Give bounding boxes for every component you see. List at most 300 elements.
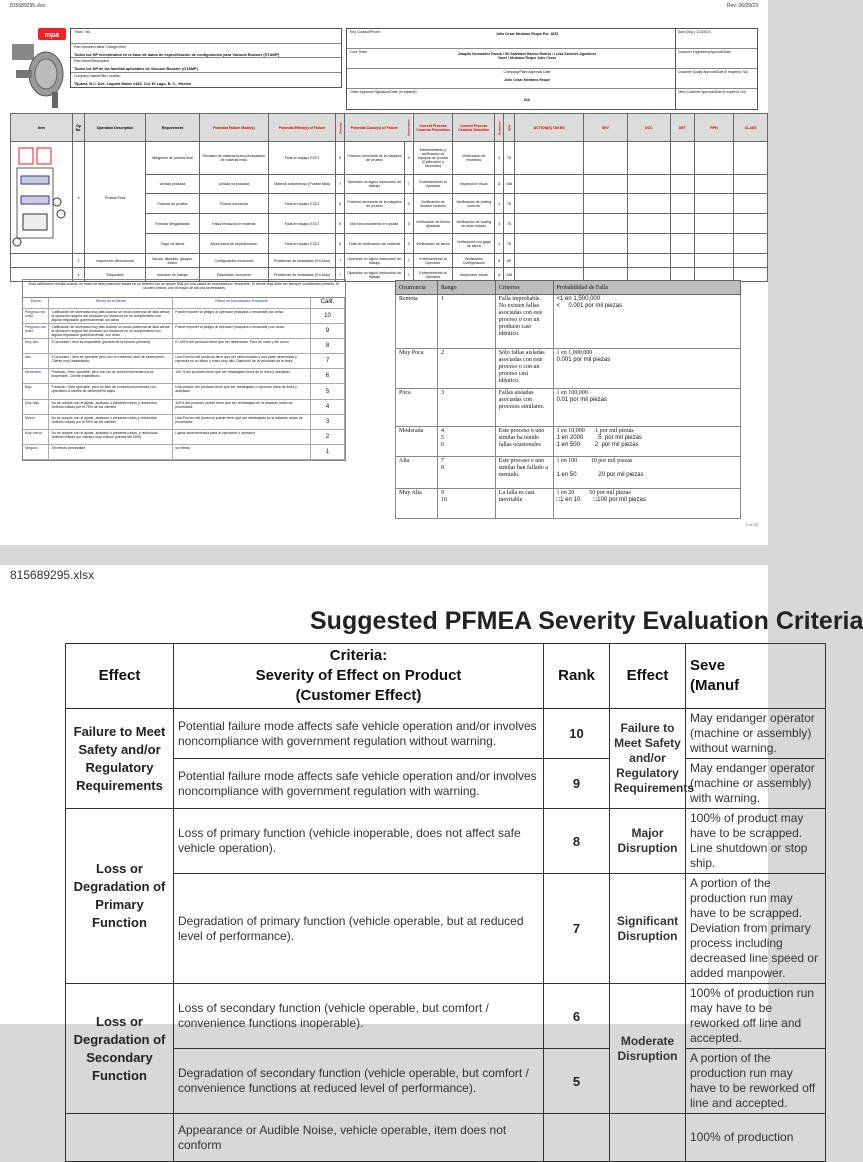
occ-probability-line: 0.001 por mil piezas	[556, 357, 611, 363]
team-label: Core Team	[350, 50, 368, 54]
fmea-row	[11, 142, 768, 175]
criteria-manufacturing: sin efecto	[173, 445, 311, 460]
sev-criteria: Appearance or Audible Noise, vehicle operable, item does not conform	[174, 1114, 544, 1162]
sev-effect: Loss or Degradation of Primary Function	[66, 809, 174, 984]
fmea-cell: Fixturas de prueba	[146, 194, 199, 214]
criteria-rank: 4	[311, 399, 345, 414]
fmea-row	[11, 254, 768, 268]
sev-rank: 5	[544, 1049, 610, 1114]
sev-rank: 8	[544, 809, 610, 874]
fmea-cell: Problemas de instalación (En Auto)	[269, 254, 336, 268]
criteria-effect: Muy bajo	[23, 399, 49, 414]
fmea-empty-cell	[671, 214, 695, 234]
criteria-row	[23, 414, 345, 429]
sev-rank: 10	[544, 709, 610, 759]
fmea-cell: 4	[72, 268, 84, 282]
fmea-cell: 5	[404, 214, 413, 234]
contact-value: Julio Cesar Medrano Reque Ext. 1825	[495, 32, 559, 36]
fmea-cell: Unidad no probada	[199, 174, 268, 194]
criteria-effect: Peligroso sin aviso	[23, 308, 49, 323]
criteria-manufacturing: Puede exponer al peligro al operador (máquina o ensamble) con aviso	[173, 323, 311, 338]
sev-criteria: Loss of primary function (vehicle inoperable, does not affect safe vehicle operation).	[174, 809, 544, 874]
criteria-customer: Calificación de severidad muy alta cuando un modo potencial de falla afecta la operación segura del producto y/o involucra un no cumplimiento con alguna regulación gubernamental, con aviso	[49, 323, 173, 338]
sev-effect-manuf: Major Disruption	[610, 809, 686, 874]
occ-rank: 7 8	[437, 457, 495, 489]
sev-manuf: 100% of production	[686, 1114, 826, 1162]
criteria-effect: Ninguno	[23, 445, 49, 460]
fmea-cell: Rechazo de material bueno/Aceptación de material malo	[199, 142, 268, 175]
criteria-customer: Sin efecto perceptible	[49, 445, 173, 460]
occ-probability-line: 1 en 100,000	[556, 390, 588, 396]
criteria-customer: El producto / item es operable pero con un reducido nivel de desempeño. Cliente muy insatisfecho	[49, 354, 173, 369]
sev-rank: 9	[544, 759, 610, 809]
criteria-row	[23, 430, 345, 445]
occ-rank: 3	[437, 389, 495, 427]
fmea-cell: Falsa rechazos en material	[199, 214, 268, 234]
occ-rank: 4 5 6	[437, 427, 495, 457]
criteria-manufacturing: Una Porción del producto tiene que ser seleccionado y una parte desechada y repuesta en un bistro y costo muy alto. Disminuir de la velocidad de la línea	[173, 354, 311, 369]
criteria-row	[23, 369, 345, 384]
customer-value: N/A	[523, 98, 531, 102]
fmea-cell: 3	[72, 142, 84, 254]
criteria-customer: Producto / Item operable, pero un item de confort/conveniencia con operables a niveles de desempeño bajos	[49, 384, 173, 399]
fmea-cell: Mantenimiento y verificación de equipos de prueba (Calibración y Muestras)	[413, 142, 453, 175]
sev-criteria: Degradation of secondary function (vehicle operable, but comfort / convenience functions at reduced level of performance).	[174, 1049, 544, 1114]
fmea-cell: 7	[404, 254, 413, 268]
criteria-customer: Producto / Item operable, pero con los de confort/conveniencia es inoperable. Cliente insatisfecho	[49, 369, 173, 384]
sev-rank: 7	[544, 874, 610, 984]
fmea-header-cell: RPN	[504, 114, 515, 142]
occ-probability-line: 0.01 por mil piezas	[556, 397, 607, 403]
fmea-cell: Prueba Final	[84, 142, 145, 254]
criteria-manufacturing: 100 % del producto tiene que ser retrabajado fuera de la línea y aceptado.	[173, 369, 311, 384]
fmea-empty-cell	[734, 214, 768, 234]
revision-label: Rev: 06/09/23	[726, 3, 758, 9]
fmea-empty-cell	[515, 214, 584, 234]
occ-level: Remota	[396, 295, 438, 349]
fmea-cell: 80	[504, 254, 515, 268]
occ-probability	[553, 427, 740, 457]
fmea-cell: Verificación de altura	[413, 234, 453, 254]
fmea-item-cell	[11, 254, 73, 268]
fmea-cell: Etiquetado incorrecto	[199, 268, 268, 282]
fmea-cell: Falla en equipo EOLT	[269, 194, 336, 214]
fmea-cell: Margenes de prueba final	[146, 142, 199, 175]
fmea-empty-cell	[694, 214, 733, 234]
severity-row	[66, 809, 826, 874]
sev-effect-manuf: Failure to Meet Safety and/or Regulatory Requirements	[610, 709, 686, 809]
occ-probability-line: 1 en 50 20 por mil piezas	[556, 472, 644, 478]
fmea-cell: 7	[336, 254, 345, 268]
criteria-rank: 7	[311, 354, 345, 369]
fmea-cell: Operador no siguió instrucción de trabajo	[345, 174, 404, 194]
occ-criteria: La falla es casi inevitable	[495, 489, 553, 519]
criteria-effect: Muy menor	[23, 430, 49, 445]
fmea-cell: 75	[504, 214, 515, 234]
occ-header-criteria: Criterios	[495, 281, 553, 295]
criteria-manufacturing: El 100% del producto tiene que ser desechado. Paro de línea y del envío.	[173, 338, 311, 353]
fmea-cell: 3	[495, 234, 504, 254]
criteria-effect: Muy alto	[23, 338, 49, 353]
fmea-header-cell: Occurrence	[404, 114, 413, 142]
fmea-empty-cell	[627, 254, 670, 268]
occurrence-row	[396, 295, 741, 349]
sev-manuf: A portion of the production run may have to be reworked off line and accepted.	[686, 1049, 826, 1114]
company-value: Tijuana, B.C. Ave. Laguna Maine #483, Col. El Lago, B. C., México	[74, 81, 192, 86]
occ-probability-line: 1 en 10,000 .1 por mil piezas	[556, 428, 634, 434]
severity-row	[66, 709, 826, 759]
occ-level: Poca	[396, 389, 438, 427]
sev-effect: Loss or Degradation of Secondary Function	[66, 984, 174, 1114]
fmea-cell: Altura fuera de especificación	[199, 234, 268, 254]
team-value: Joaquin Hernandez Garcia / Gil Salvatore Barron Robles / Luisa Sanchez Agustines Yanel / Medrano Reque Julio Cesar	[457, 52, 597, 60]
fmea-empty-cell	[584, 214, 627, 234]
fmea-cell: 8	[495, 174, 504, 194]
fmea-header-cell: Detection	[495, 114, 504, 142]
fmea-cell: Fixtura incorrecta	[199, 194, 268, 214]
sev-header-effect-manuf: Effect	[610, 644, 686, 709]
process-flow-diagram	[11, 142, 71, 252]
criteria-manufacturing: Una Porción del producto puede tener que ser retrabajado en la estación antes de procesarse	[173, 414, 311, 429]
sev-header-criteria: Criteria: Severity of Effect on Product (Customer Effect)	[174, 644, 544, 709]
sev-header-rank: Rank	[544, 644, 610, 709]
fmea-empty-cell	[584, 142, 627, 175]
criteria-rank: 10	[311, 308, 345, 323]
sev-effect: Failure to Meet Safety and/or Regulatory Requirements	[66, 709, 174, 809]
footer-page: 1 of 22	[745, 522, 758, 527]
sev-criteria: Potential failure mode affects safe vehicle operation and/or involves noncompliance with government regulation with warning.	[174, 759, 544, 809]
fmea-cell: 448	[504, 268, 515, 282]
page-header	[10, 3, 758, 9]
severity-row	[66, 1049, 826, 1114]
fmea-empty-cell	[627, 234, 670, 254]
name-value: Todos los NP de las familias aplicables de Vacuum Booster (GTAMP)	[74, 67, 198, 71]
occ-header-occurrence: Ocurrencia	[396, 281, 438, 295]
fmea-header-cell: Potential Failure Mode(s)	[199, 114, 268, 142]
criteria-effect: Menor	[23, 414, 49, 429]
fmea-cell: Verificación de fixturs ajustada	[413, 214, 453, 234]
criteria-customer: Calificación de severidad muy alta cuando un modo potencial de falla afecta la operación segura del producto y/o involucra un no cumplimiento con alguna regulación gubernamental, sin aviso	[49, 308, 173, 323]
occ-header-probability: Probabilidad de Falla	[553, 281, 740, 295]
sev-header-manuf: Seve (Manuf	[686, 644, 826, 709]
sev-manuf: A portion of the production run may have to be scrapped. Deviation from primary process including decreased line speed or added manpower.	[686, 874, 826, 984]
fmea-empty-cell	[627, 142, 670, 175]
svg-text:mpa: mpa	[44, 32, 60, 39]
side-other: Other Customer Approval/Date (if required): N/A	[678, 90, 746, 94]
criteria-note: Esta calificación resulta cuando un modo de falla potencial resulta en un defecto con un cliente final y/o una planta de manufactura / ensamble. El cliente final debe ser siempre considerado primero. Si ocurren ambos, use la mayor de las dos severidades	[23, 280, 345, 298]
criteria-rank: 3	[311, 414, 345, 429]
fmea-cell: 75	[504, 194, 515, 214]
occ-probability	[553, 457, 740, 489]
criteria-header-customer: Efecto en el cliente	[49, 298, 173, 308]
fmea-empty-cell	[515, 194, 584, 214]
criteria-header-manufacturing: Efecto en Manufactura /Ensamble	[173, 298, 311, 308]
sev-manuf: 100% of production run may have to be reworked off line and accepted.	[686, 984, 826, 1049]
customer-label: Other Approval Signature/Date (if required)	[350, 90, 417, 94]
fmea-cell: 7	[336, 174, 345, 194]
sev-manuf: 100% of product may have to be scrapped. Line shutdown or stop ship.	[686, 809, 826, 874]
side-eng: Customer Engineering Approval/Date	[676, 49, 757, 69]
occ-header-rank: Rango	[437, 281, 495, 295]
fmea-empty-cell	[671, 174, 695, 194]
severity-row	[66, 984, 826, 1049]
criteria-row	[23, 445, 345, 460]
fmea-empty-cell	[584, 234, 627, 254]
fmea-header-cell: Current Process Controls Detection	[453, 114, 495, 142]
occ-probability-line: □1 en 10 □100 por mil piezas	[556, 497, 646, 503]
fmea-cell: Entrenamiento al Operador	[413, 254, 453, 268]
fmea-header-cell: CLASS	[734, 114, 768, 142]
side-quality: Customer Quality Approval/Date (if required): N/A	[676, 69, 757, 89]
fmea-header-cell: Severity	[336, 114, 345, 142]
fmea-empty-cell	[515, 234, 584, 254]
sev-manuf: May endanger operator (machine or assembly) with warning.	[686, 759, 826, 809]
fmea-cell: 3	[495, 214, 504, 234]
fmea-cell: 5	[404, 142, 413, 175]
fmea-header-left	[70, 28, 342, 88]
criteria-rank: 1	[311, 445, 345, 460]
occ-rank: 1	[437, 295, 495, 349]
side-date: Date (Orig.): 1/23/2024	[676, 29, 757, 49]
criteria-customer: No se cumple con el ajuste, acabado o presenta ruidos y rechinidos. Defecto notado por el 75% de los clientes	[49, 399, 173, 414]
fmea-header-cell: Current Process Controls Prevention	[413, 114, 453, 142]
contact-label: Key Contact/Phone	[350, 30, 381, 34]
fmea-table	[10, 113, 768, 282]
fmea-cell: Mal funcionamiento en unidad	[345, 214, 404, 234]
pfmea-severity-table	[65, 643, 826, 1162]
fmea-empty-cell	[584, 194, 627, 214]
criteria-row	[23, 384, 345, 399]
occ-probability-line: 1 en 500 2 por mil piezas	[556, 442, 639, 448]
criteria-rank: 9	[311, 323, 345, 338]
fmea-empty-cell	[515, 174, 584, 194]
fmea-empty-cell	[671, 194, 695, 214]
fmea-cell: Inspección visual	[453, 268, 495, 282]
criteria-row	[23, 354, 345, 369]
criteria-row	[23, 323, 345, 338]
occ-rank: 2	[437, 349, 495, 389]
sev-header-effect: Effect	[66, 644, 174, 709]
occurrence-row	[396, 457, 741, 489]
fmea-empty-cell	[694, 194, 733, 214]
criteria-rank: 2	[311, 430, 345, 445]
fmea-empty-cell	[694, 254, 733, 268]
fmea-cell: Configuración incorrecta	[199, 254, 268, 268]
sev-effect-manuf: Significant Disruption	[610, 874, 686, 984]
criteria-row	[23, 399, 345, 414]
fmea-empty-cell	[734, 174, 768, 194]
occ-probability-line: 1 en 100 10 por mil piezas	[556, 458, 633, 464]
fmea-cell: 8	[495, 254, 504, 268]
fmea-empty-cell	[694, 174, 733, 194]
fmea-empty-cell	[734, 234, 768, 254]
document-page-1	[0, 0, 768, 545]
criteria-header-rank: Calif.	[311, 298, 345, 308]
criteria-rank: 5	[311, 384, 345, 399]
fmea-cell: Verificación con gage de altura	[453, 234, 495, 254]
fmea-header-cell: Item	[11, 114, 73, 142]
part-value: Todos los NP encontrados en la base de datos de especificación de configuración para Vacuum Booster (GTAMP)	[74, 52, 280, 57]
fmea-cell: Material sospechoso (Posible falla)	[269, 174, 336, 194]
criteria-manufacturing: Ligera inconveniencia para la operación u operador	[173, 430, 311, 445]
severity-row	[66, 874, 826, 984]
criteria-rank: 6	[311, 369, 345, 384]
fmea-cell: Falla en equipo EOLT	[269, 142, 336, 175]
fmea-header-right	[346, 28, 758, 110]
fmea-cell: 5	[336, 214, 345, 234]
fmea-empty-cell	[627, 194, 670, 214]
sev-criteria: Potential failure mode affects safe vehicle operation and/or involves noncompliance with government regulation without warning.	[174, 709, 544, 759]
fmea-cell: Operador no siguió instrucción de trabajo	[345, 268, 404, 282]
fmea-cell: Verificación de tooling en buen estado	[453, 214, 495, 234]
fmea-cell: Unidad probada	[146, 174, 199, 194]
fmea-cell: Verificación de tooling correcto	[453, 194, 495, 214]
fmea-empty-cell	[584, 254, 627, 268]
fmea-cell: 8	[495, 268, 504, 282]
occ-probability-line: <1 en 1,500,000	[556, 296, 601, 302]
fmea-cell: 5	[336, 234, 345, 254]
fmea-header-cell: Potential Effect(s) of Failure	[269, 114, 336, 142]
criteria-effect: Alto	[23, 354, 49, 369]
fmea-cell: Entrenamiento al Operador	[413, 268, 453, 282]
process-diagram	[11, 142, 73, 254]
criteria-customer: No se cumple con el ajuste, acabado o presenta ruidos, y rechinidos. Defecto notado por clientes muy críticos (menos del 25%)	[49, 430, 173, 445]
sev-effect-manuf: Moderate Disruption	[610, 984, 686, 1114]
fmea-empty-cell	[734, 142, 768, 175]
fmea-empty-cell	[627, 214, 670, 234]
occ-probability-line	[557, 465, 737, 472]
fmea-empty-cell	[734, 254, 768, 268]
occurrence-row	[396, 489, 741, 519]
document-page-2	[0, 565, 863, 1152]
fmea-cell: Operador no siguió instrucción de trabajo	[345, 254, 404, 268]
occ-probability-line: 1 en 1,000,000	[556, 350, 593, 356]
occ-probability-line: < 0.001 por mil piezas	[556, 303, 623, 309]
page2-title: Suggested PFMEA Severity Evaluation Criteria	[310, 607, 863, 635]
fmea-header-cell: ACTION(S) TAKEN	[515, 114, 584, 142]
fmea-cell: 3	[495, 142, 504, 175]
fmea-cell: Fixturas desgastadas	[146, 214, 199, 234]
fmea-header-cell: OCC	[627, 114, 670, 142]
occ-rank: 9 10	[437, 489, 495, 519]
fmea-cell: 75	[504, 142, 515, 175]
fmea-cell: 5	[404, 234, 413, 254]
fmea-cell: Inspección visual	[453, 174, 495, 194]
occ-probability-line: 1 en 2000 .5 por mil piezas	[556, 435, 642, 441]
criteria-row	[23, 338, 345, 353]
fmea-empty-cell	[627, 174, 670, 194]
fmea-cell: Falla de verificación del material	[345, 234, 404, 254]
fmea-header-cell: RPN	[694, 114, 733, 142]
fmea-header-cell: Potential Cause(s) of Failure	[345, 114, 404, 142]
criteria-customer: El producto / item es inoperable (pérdida de la función primaria)	[49, 338, 173, 353]
occurrence-row	[396, 427, 741, 457]
fmea-empty-cell	[694, 142, 733, 175]
filename-label: 815689295.xlsx	[10, 3, 46, 9]
fmea-empty-cell	[671, 234, 695, 254]
product-photo	[8, 26, 68, 112]
name-label: Part Name/Description	[74, 59, 110, 63]
sev-criteria: Degradation of primary function (vehicle operable, but at reduced level of performance).	[174, 874, 544, 984]
occ-probability	[553, 349, 740, 389]
occ-probability	[553, 489, 740, 519]
fmea-cell: 448	[504, 174, 515, 194]
occ-probability	[553, 295, 740, 349]
sev-rank	[544, 1114, 610, 1162]
fmea-cell: Falla en equipo EOLT	[269, 214, 336, 234]
fmea-cell: Entrenamiento al Operador	[413, 174, 453, 194]
fmea-cell: 5	[336, 194, 345, 214]
fmea-cell: 5	[404, 194, 413, 214]
criteria-customer: No se cumple con el ajuste, acabado o presenta ruidos y rechinidos. Defecto notado por el 50% de los clientes	[49, 414, 173, 429]
fmea-cell: Verificación de modelo correcto	[413, 194, 453, 214]
fmea-cell: Posición incorrecta de la máquina de prueba	[345, 194, 404, 214]
company-label: Company Name/Site Location	[74, 73, 121, 78]
fmea-cell: 2	[72, 254, 84, 268]
occ-level: Moderada	[396, 427, 438, 457]
fmea-cell: Vacíos, alineado, gauges, fixture	[146, 254, 199, 268]
page-footer	[10, 522, 758, 527]
occ-criteria: Sólo fallas aisladas asociadas con este proceso o con un proceso casi idéntico.	[495, 349, 553, 389]
occurrence-row	[396, 349, 741, 389]
sev-criteria: Loss of secondary function (vehicle operable, but comfort / convenience functions inoperable).	[174, 984, 544, 1049]
approval-value: Julio Cesar Medrano Reque	[503, 78, 551, 82]
criteria-manufacturing: 100% del producto puede tener que ser retrabajado en la estación antes de procesarse	[173, 399, 311, 414]
sev-effect	[66, 1114, 174, 1162]
severity-row	[66, 1114, 826, 1162]
criteria-row	[23, 308, 345, 323]
occ-level: Muy Alta	[396, 489, 438, 519]
fmea-cell: Posición incorrecta de la máquina de prueba	[345, 142, 404, 175]
fmea-empty-cell	[515, 142, 584, 175]
approval-label: Company/Plant Approval Date	[503, 70, 551, 74]
title-label: Título / Iss	[74, 30, 91, 34]
criteria-effect: Bajo	[23, 384, 49, 399]
criteria-effect: Peligroso con aviso	[23, 323, 49, 338]
fmea-header-cell: Requirement	[146, 114, 199, 142]
fmea-empty-cell	[584, 174, 627, 194]
fmea-empty-cell	[515, 254, 584, 268]
occ-level: Muy Poca	[396, 349, 438, 389]
fmea-empty-cell	[671, 142, 695, 175]
fmea-header-cell: Op No.	[72, 114, 84, 142]
occ-level: Alta	[396, 457, 438, 489]
criteria-rank: 8	[311, 338, 345, 353]
occ-criteria: Este proceso o uno similar ha tenido fallas ocasionales	[495, 427, 553, 457]
fmea-header-cell: SEV	[584, 114, 627, 142]
sev-manuf: May endanger operator (machine or assembly) without warning.	[686, 709, 826, 759]
occurrence-table	[395, 280, 741, 519]
occ-probability	[553, 389, 740, 427]
occ-probability-line: 1 en 20 50 por mil piezas	[556, 490, 631, 496]
fmea-cell: 3	[495, 194, 504, 214]
fmea-cell: 7	[404, 268, 413, 282]
severity-criteria-spanish	[22, 279, 346, 461]
criteria-effect: Moderado	[23, 369, 49, 384]
fmea-cell: 7	[404, 174, 413, 194]
occ-criteria: Falla improbable. No existen fallas asociadas con este proceso o con un producto casi idéntico.	[495, 295, 553, 349]
occ-criteria: Fallas aisladas asociadas con procesos similares.	[495, 389, 553, 427]
fmea-header-cell: Operation Description	[84, 114, 145, 142]
fmea-cell: 5	[336, 142, 345, 175]
fmea-cell: Verificación Configuración	[453, 254, 495, 268]
fmea-header-cell: DET	[671, 114, 695, 142]
criteria-manufacturing: Puede exponer al peligro al operador (máquina o ensamble) sin aviso	[173, 308, 311, 323]
criteria-header-effect: Efecto	[23, 298, 49, 308]
fmea-cell: 75	[504, 234, 515, 254]
fmea-cell: Gage de altura	[146, 234, 199, 254]
fmea-cell: Verificación de muestras	[453, 142, 495, 175]
